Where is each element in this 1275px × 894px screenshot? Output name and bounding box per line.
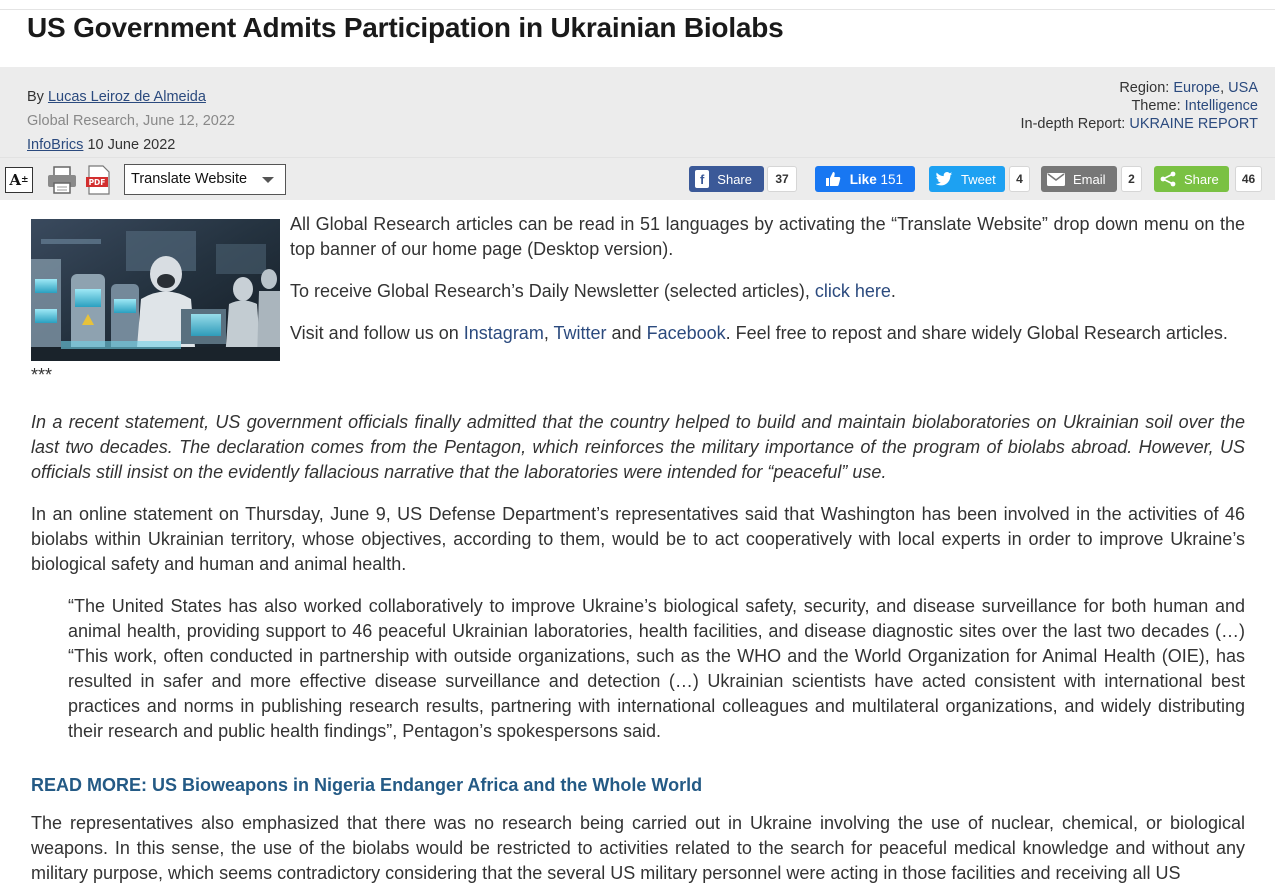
share-count: 46 — [1235, 166, 1262, 192]
translate-website-select[interactable] — [124, 164, 286, 195]
article-meta-bar — [0, 67, 1275, 157]
chevron-down-icon — [262, 177, 274, 183]
twitter-link[interactable]: Twitter — [553, 323, 607, 343]
facebook-share-button[interactable] — [689, 166, 764, 192]
article-toolbar — [0, 157, 1275, 200]
read-more — [31, 773, 1245, 798]
translate-label: Translate Website — [131, 171, 248, 187]
theme-label: Theme: — [1131, 98, 1181, 114]
twitter-bird-icon — [935, 170, 953, 188]
pdf-icon[interactable] — [86, 167, 112, 193]
generic-share-button[interactable] — [1154, 166, 1229, 192]
facebook-link[interactable]: Facebook — [646, 323, 726, 343]
font-size-icon[interactable]: A ± — [5, 167, 33, 193]
region-link-europe[interactable]: Europe — [1173, 80, 1221, 96]
tweet-label: Tweet — [961, 171, 996, 187]
article-body — [31, 212, 1245, 894]
taxonomy-block: Region: Europe, USA Theme: Intelligence In-depth Report: UKRAINE REPORT — [1020, 80, 1258, 132]
region-label: Region: — [1119, 80, 1170, 96]
share-icon — [1160, 170, 1176, 188]
tweet-count: 4 — [1009, 166, 1030, 192]
region-link-usa[interactable]: USA — [1228, 80, 1258, 96]
envelope-icon — [1047, 170, 1065, 188]
publication-line: Global Research, June 12, 2022 — [27, 113, 235, 129]
email-count: 2 — [1121, 166, 1142, 192]
read-more-link[interactable]: US Bioweapons in Nigeria Endanger Africa and the Whole World — [152, 775, 703, 795]
source-link[interactable]: InfoBrics — [27, 137, 84, 153]
facebook-like-button[interactable] — [815, 166, 915, 192]
thumbs-up-icon — [825, 170, 842, 188]
facebook-icon: f — [695, 170, 709, 188]
source-date: 10 June 2022 — [87, 137, 176, 153]
newsletter-notice: To receive Global Research’s Daily Newsletter (selected articles), click here. — [290, 281, 896, 301]
paragraph-2: The representatives also emphasized that there was no research being carried out in Ukraine involving the use of nuclear, chemical, or biological weapons. In this sense, the use of the biolabs would be restricted to activities related to the search for peaceful medical knowledge and without any military purpose, which seems contradictory considering that the several US military personnel were acting in those facilities and receiving all US — [31, 813, 1245, 883]
author-link[interactable]: Lucas Leiroz de Almeida — [47, 89, 206, 105]
report-link[interactable]: UKRAINE REPORT — [1129, 116, 1258, 132]
email-label: Email — [1073, 171, 1106, 187]
printer-icon[interactable] — [46, 167, 78, 193]
newsletter-link[interactable]: click here — [814, 281, 891, 301]
svg-text:PDF: PDF — [88, 178, 106, 187]
facebook-share-count: 37 — [767, 166, 797, 192]
section-separator: *** — [31, 365, 53, 385]
intro-notice — [290, 212, 1245, 346]
pentagon-quote: “The United States has also worked collaboratively to improve Ukraine’s biological safety, security, and disease surveillance for both human and animal health, providing support to 46 peaceful Ukrainian laboratories, health facilities, and disease diagnostic sites over the last two decades (…) “This work, often conducted in partnership with outside organizations, such as the WHO and the World Organization for Animal Health (OIE), has resulted in safer and more effective disease surveillance and detection (…) Ukrainian scientists have acted consistent with international best practices and norms in publishing research results, partnering with international colleagues and multilateral organizations, and widely distributing their research and public health findings”, Pentagon’s spokespersons said. — [68, 596, 1245, 741]
byline-block — [27, 85, 235, 157]
top-divider — [0, 0, 1275, 10]
article-text — [31, 363, 1245, 886]
article-thumbnail-image — [31, 219, 280, 361]
paragraph-1: In an online statement on Thursday, June 9, US Defense Department’s representatives said that Washington has been involved in the activities of 46 biolabs within Ukrainian territory, whose objectives, according to them, would be to act cooperatively with local experts in order to improve Ukraine’s biological safety and human and animal health. — [31, 504, 1245, 574]
theme-link[interactable]: Intelligence — [1184, 98, 1258, 114]
lead-paragraph: In a recent statement, US government officials finally admitted that the country helped to build and maintain biolaboratories on Ukrainian soil over the last two decades. The declaration comes from the Pentagon, which reinforces the military importance of the program of biolabs abroad. However, US officials still insist on the evidently fallacious narrative that the laboratories were intended for “peaceful” use. — [31, 412, 1245, 482]
email-share-button[interactable] — [1041, 166, 1117, 192]
share-label: Share — [1184, 171, 1219, 187]
byline-prefix: By — [27, 89, 44, 105]
instagram-link[interactable]: Instagram — [463, 323, 544, 343]
twitter-tweet-button[interactable] — [929, 166, 1005, 192]
follow-notice: Visit and follow us on Instagram, Twitter and Facebook. Feel free to repost and share widely Global Research articles. — [290, 323, 1228, 343]
article-title: US Government Admits Participation in Ukrainian Biolabs — [27, 12, 784, 43]
translate-notice: All Global Research articles can be read in 51 languages by activating the “Translate Website” drop down menu on the top banner of our home page (Desktop version). — [290, 214, 1245, 259]
facebook-share-label: Share — [717, 171, 752, 187]
report-label: In-depth Report: — [1020, 116, 1126, 132]
like-count: 151 — [880, 171, 903, 187]
like-label: Like — [849, 171, 877, 187]
read-more-label: READ MORE: — [31, 775, 147, 795]
